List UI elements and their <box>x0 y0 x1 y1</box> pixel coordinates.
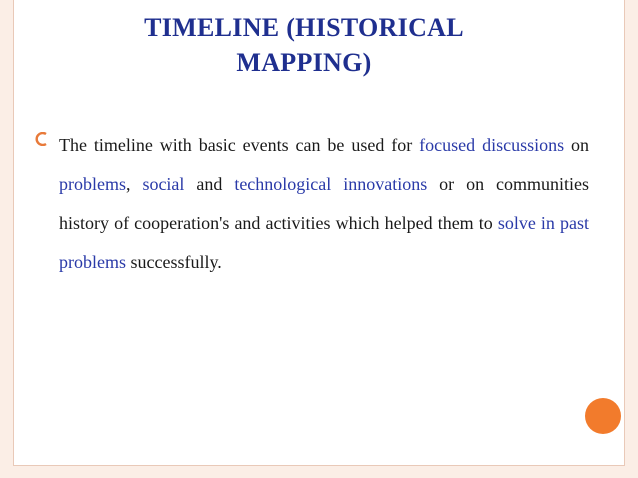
slide-title-line-1: TIMELINE (HISTORICAL <box>144 13 464 42</box>
text-segment: or on communities history of cooperation's and activities which helped them to <box>59 174 590 233</box>
slide-title <box>54 10 554 80</box>
highlight-problems: problems <box>59 174 126 194</box>
slide <box>13 0 625 466</box>
slide-title-line-2: MAPPING) <box>236 48 372 77</box>
bullet-text <box>59 126 589 282</box>
text-segment: and <box>184 174 235 194</box>
curved-bullet-icon <box>34 132 48 146</box>
highlight-solve-in-past-problems: solve in past problems <box>59 213 589 272</box>
text-segment: , <box>126 174 143 194</box>
text-segment: on <box>564 135 590 155</box>
text-segment: The timeline with basic events can be used for <box>59 135 420 155</box>
highlight-social: social <box>142 174 185 194</box>
orange-circle-decoration <box>585 398 621 434</box>
highlight-focused-discussions: focused discussions <box>419 135 565 155</box>
text-segment: successfully. <box>126 252 222 272</box>
highlight-technological-innovations: technological innovations <box>234 174 428 194</box>
